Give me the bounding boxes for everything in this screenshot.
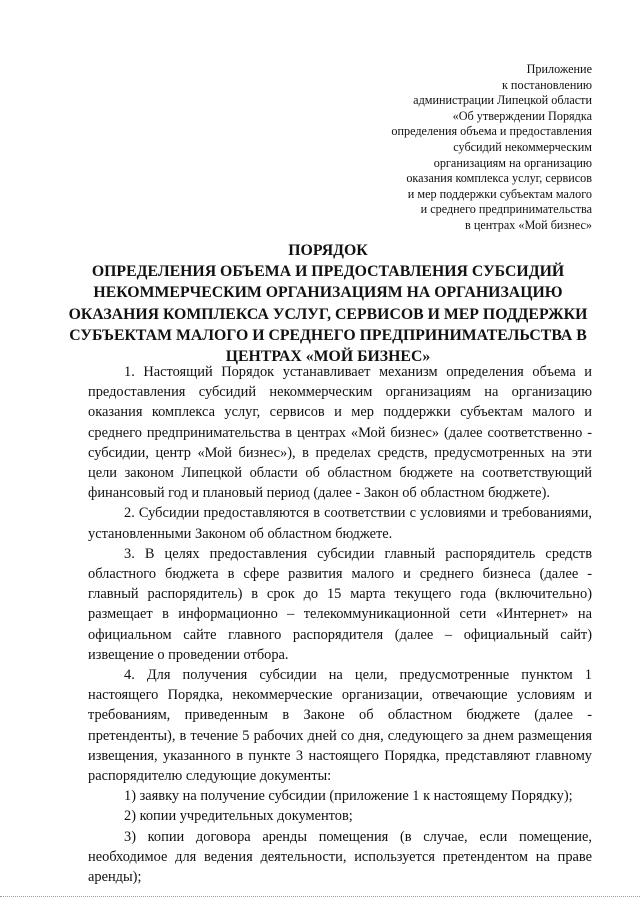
scan-edge-line bbox=[0, 896, 640, 897]
appendix-block bbox=[332, 62, 592, 234]
appendix-line: и среднего предпринимательства bbox=[420, 202, 592, 217]
document-body bbox=[88, 362, 592, 887]
appendix-line: субсидий некоммерческим bbox=[453, 139, 592, 154]
appendix-line: к постановлению bbox=[501, 77, 592, 92]
paragraph-2: 2. Субсидии предоставляются в соответствии с условиями и требованиями, установленными Законом об областном бюджете. bbox=[88, 505, 592, 542]
document-title bbox=[60, 240, 596, 367]
appendix-line: администрации Липецкой области bbox=[413, 93, 592, 108]
title-line: ОКАЗАНИЯ КОМПЛЕКСА УСЛУГ, СЕРВИСОВ И МЕР ПОДДЕРЖКИ bbox=[68, 305, 588, 323]
paragraph-3: 3. В целях предоставления субсидии главный распорядитель средств областного бюджета в сфере развития малого и среднего бизнеса (далее - главный распорядитель) в срок до 15 марта текущего года (включительно) размещает в информационно – телекоммуникационной сети «Интернет» на официальном сайте главного распорядителя (далее – официальный сайт) извещение о проведении отбора. bbox=[88, 545, 592, 663]
title-line: ПОРЯДОК bbox=[288, 242, 368, 259]
list-item-3: 3) копии договора аренды помещения (в случае, если помещение, необходимое для ведения деятельности, используется претендентом на праве аренды); bbox=[88, 828, 592, 886]
list-item-2: 2) копии учредительных документов; bbox=[124, 808, 353, 825]
appendix-line: оказания комплекса услуг, сервисов bbox=[406, 171, 592, 186]
list-item-1: 1) заявку на получение субсидии (приложение 1 к настоящему Порядку); bbox=[124, 788, 573, 805]
title-line: СУБЪЕКТАМ МАЛОГО И СРЕДНЕГО ПРЕДПРИНИМАТЕЛЬСТВА В bbox=[69, 326, 587, 344]
title-line: ОПРЕДЕЛЕНИЯ ОБЪЕМА И ПРЕДОСТАВЛЕНИЯ СУБСИДИЙ bbox=[91, 263, 565, 281]
appendix-line: Приложение bbox=[526, 62, 592, 76]
appendix-line: организациям на организацию bbox=[433, 155, 592, 170]
appendix-line: и мер поддержки субъектам малого bbox=[407, 186, 592, 201]
appendix-line: определения объема и предоставления bbox=[391, 124, 592, 139]
title-line: НЕКОММЕРЧЕСКИМ ОРГАНИЗАЦИЯМ НА ОРГАНИЗАЦИЮ bbox=[93, 284, 563, 302]
paragraph-4: 4. Для получения субсидии на цели, предусмотренные пунктом 1 настоящего Порядка, некоммерческие организации, отвечающие условиям и требованиям, приведенным в Законе об областном бюджете (далее - претенденты), в течение 5 рабочих дней со дня, следующего за днем размещения извещения, указанного в пункте 3 настоящего Порядка, представляют главному распорядителю следующие документы: bbox=[88, 667, 592, 785]
appendix-line: в центрах «Мой бизнес» bbox=[465, 217, 592, 232]
title-line: ЦЕНТРАХ «МОЙ БИЗНЕС» bbox=[225, 348, 431, 366]
paragraph-1: 1. Настоящий Порядок устанавливает механизм определения объема и предоставления субсидий некоммерческим организациям на организацию оказания комплекса услуг, сервисов и мер поддержки субъектам малого и среднего предпринимательства в центрах «Мой бизнес» (далее соответственно - субсидии, центр «Мой бизнес»), в пределах средств, предусмотренных на эти цели законом Липецкой области об областном бюджете на соответствующий финансовый год и плановый период (далее - Закон об областном бюджете). bbox=[88, 364, 592, 502]
appendix-line: «Об утверждении Порядка bbox=[452, 108, 592, 123]
